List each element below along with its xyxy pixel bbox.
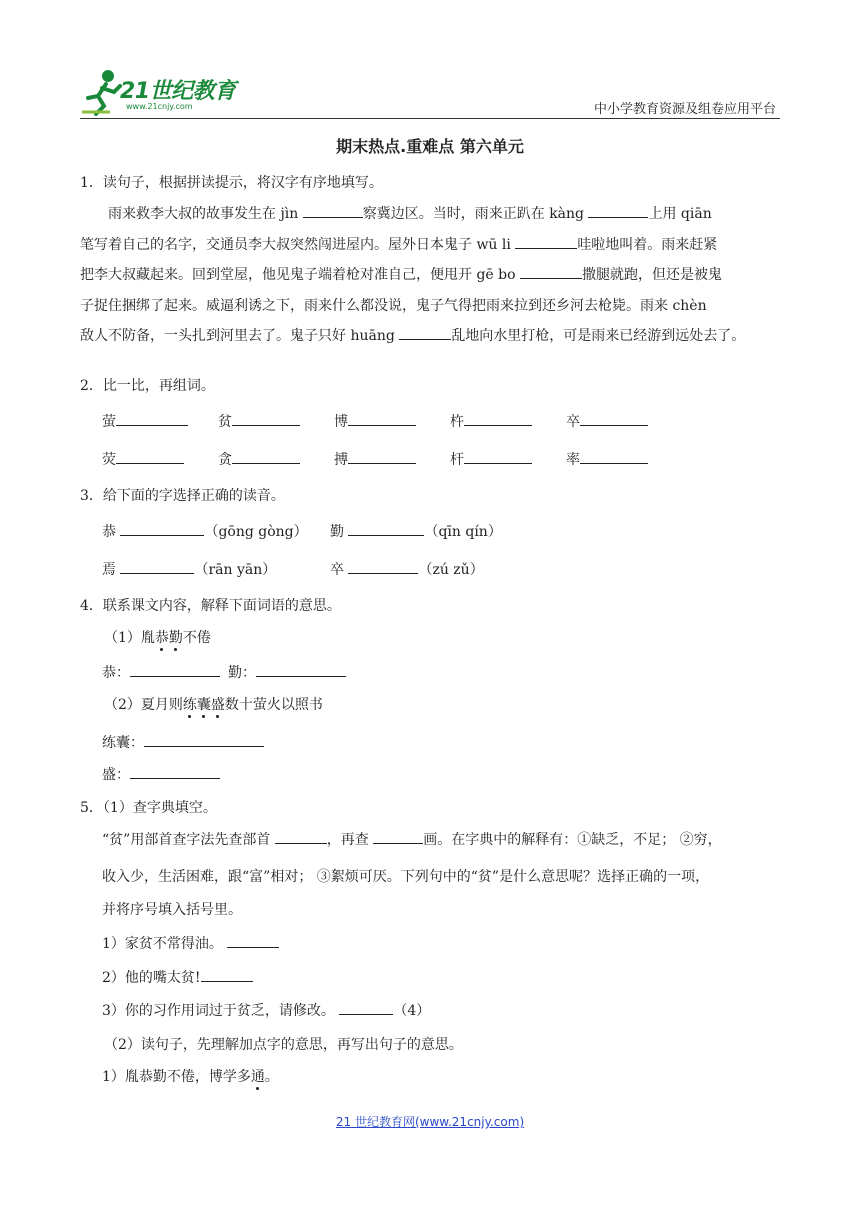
emphasis-char: 勤 [168, 630, 183, 646]
emphasis-char: 通 [250, 1069, 265, 1085]
answer-blank[interactable] [130, 764, 220, 779]
emphasis-char: 囊 [196, 697, 211, 713]
answer-blank[interactable] [120, 521, 204, 536]
header-divider [80, 118, 780, 119]
q4-answer-row-3: 盛： [102, 764, 220, 784]
answer-blank[interactable] [144, 732, 264, 747]
answer-blank[interactable] [275, 829, 327, 844]
page-title: 期末热点.重难点 第六单元 [336, 137, 524, 156]
answer-blank[interactable] [580, 411, 648, 426]
q1-text: 敌人不防备，一头扎到河里去了。鬼子只好 huāng [80, 328, 400, 344]
answer-blank[interactable] [227, 933, 279, 948]
answer-blank[interactable] [464, 411, 532, 426]
q3-pinyin: （gōng gòng） [204, 524, 308, 540]
answer-blank[interactable] [348, 411, 416, 426]
q2-char: 搏 [334, 452, 348, 468]
q1-stem: 1．读句子，根据拼读提示，将汉字有序地填写。 [80, 175, 383, 191]
q4-part-2: （2）夏月则练囊盛数十萤火以照书 [104, 697, 323, 713]
q2-char: 博 [334, 414, 348, 430]
runner-logo-icon [80, 68, 124, 116]
q3-pinyin: （qīn qín） [424, 524, 502, 540]
q4-part-1: （1）胤恭勤不倦 [104, 630, 211, 646]
answer-blank[interactable] [348, 449, 416, 464]
q2-row-2 [102, 449, 666, 469]
q3-char: 焉 [102, 562, 116, 578]
answer-blank[interactable] [256, 662, 346, 677]
emphasis-char: 练 [182, 697, 197, 713]
answer-blank[interactable] [232, 449, 300, 464]
answer-blank[interactable] [399, 325, 451, 340]
q1-text: 把李大叔藏起来。回到堂屋，他见鬼子端着枪对准自己，便甩开 gē bo [80, 267, 520, 283]
q2-char: 荧 [102, 452, 116, 468]
answer-blank[interactable] [232, 411, 300, 426]
q1-text: 哇啦地叫着。雨来赶紧 [577, 236, 718, 253]
q2-stem: 2．比一比，再组词。 [80, 378, 215, 394]
q1-passage [80, 199, 780, 352]
q1-text: 笔写着自己的名字，交通员李大叔突然闯进屋内。屋外日本鬼子 wū li [80, 236, 516, 253]
q5-stem: 5．（1）查字典填空。 [80, 800, 217, 816]
q2-char: 杆 [450, 452, 464, 468]
q3-pinyin: （zú zǔ） [418, 562, 484, 578]
answer-blank[interactable] [116, 411, 188, 426]
q3-char: 卒 [330, 562, 344, 578]
answer-blank[interactable] [201, 967, 253, 982]
logo-text: 21世纪教育 [120, 79, 236, 104]
q5-text: 收入少，生活困难，跟“富”相对； ③絮烦可厌。下列句中的“贫”是什么意思呢？选择正确的一项， [102, 869, 710, 885]
q1-text: 乱地向水里打枪，可是雨来已经游到远处去了。 [451, 328, 746, 344]
q1-text: 雨来救李大叔的故事发生在 jìn [108, 206, 303, 222]
answer-blank[interactable] [303, 203, 363, 218]
answer-blank[interactable] [588, 203, 648, 218]
q3-pinyin: （rān yān） [194, 562, 277, 578]
q5-text: 并将序号填入括号里。 [102, 902, 242, 918]
q4-answer-row-1: 恭： 勤： [102, 662, 346, 682]
answer-blank[interactable] [339, 1000, 393, 1015]
q3-char: 恭 [102, 524, 116, 540]
q2-char: 卒 [566, 414, 580, 430]
answer-blank[interactable] [464, 449, 532, 464]
answer-blank[interactable] [348, 559, 418, 574]
q2-char: 贫 [218, 414, 232, 430]
q2-char: 贪 [218, 452, 232, 468]
q1-text: 上用 qiān [648, 206, 712, 222]
q4-stem: 4．联系课文内容，解释下面词语的意思。 [80, 598, 341, 614]
q3-stem: 3．给下面的字选择正确的读音。 [80, 488, 285, 504]
q1-text: 撒腿就跑，但还是被鬼 [582, 267, 722, 283]
q5-passage: “贫”用部首查字法先查部首 ，再查 画。在字典中的解释有：①缺乏，不足； ②穷， [102, 825, 780, 856]
emphasis-char: 恭 [154, 630, 169, 646]
answer-blank[interactable] [520, 264, 582, 279]
q3-row-1 [102, 521, 502, 541]
footer-link[interactable]: 21 世纪教育网(www.21cnjy.com) [335, 1115, 525, 1129]
q2-char: 杵 [450, 414, 464, 430]
q3-row-2 [102, 559, 484, 579]
answer-blank[interactable] [120, 559, 194, 574]
answer-blank[interactable] [130, 662, 220, 677]
q2-char: 萤 [102, 414, 116, 430]
q5-last-sentence: 1）胤恭勤不倦，博学多通。 [102, 1069, 279, 1085]
q5-sentence-1: 1）家贫不常得油。 [102, 933, 279, 953]
q3-char: 勤 [330, 524, 344, 540]
answer-blank[interactable] [373, 829, 423, 844]
logo-url: www.21cnjy.com [126, 102, 193, 111]
platform-name: 中小学教育资源及组卷应用平台 [593, 102, 776, 117]
q1-text: 子捉住捆绑了起来。威逼利诱之下，雨来什么都没说，鬼子气得把雨来拉到还乡河去枪毙。雨来 chèn [80, 297, 707, 314]
answer-blank[interactable] [515, 234, 577, 249]
site-logo [80, 66, 260, 118]
q2-row-1 [102, 411, 666, 431]
answer-blank[interactable] [580, 449, 648, 464]
q5-sentence-2: 2）他的嘴太贫! [102, 967, 253, 987]
q2-char: 率 [566, 452, 580, 468]
answer-blank[interactable] [116, 449, 184, 464]
answer-blank[interactable] [348, 521, 424, 536]
q5-sentence-3: 3）你的习作用词过于贫乏，请修改。 （4） [102, 1000, 430, 1020]
emphasis-char: 盛 [210, 697, 225, 713]
q4-answer-row-2: 练囊： [102, 732, 264, 752]
q5-part-2: （2）读句子，先理解加点字的意思，再写出句子的意思。 [104, 1037, 463, 1053]
q1-text: 察冀边区。当时，雨来正趴在 kàng [362, 206, 589, 222]
